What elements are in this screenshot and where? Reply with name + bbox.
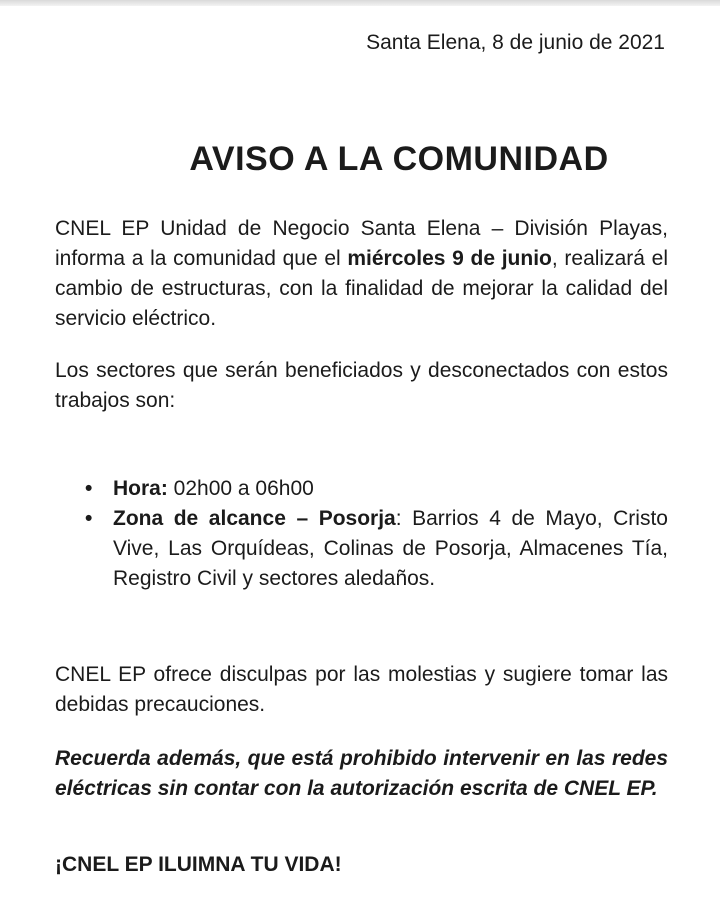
bullet-icon: •: [85, 507, 93, 530]
document-body: [0, 214, 720, 880]
apology-paragraph: CNEL EP ofrece disculpas por las molestias y sugiere tomar las debidas precauciones.: [55, 663, 668, 716]
bullet-icon: •: [85, 477, 93, 500]
bullet-list: [55, 474, 668, 594]
date-line: Santa Elena, 8 de junio de 2021: [366, 31, 665, 54]
slogan-line: ¡CNEL EP ILUIMNA TU VIDA!: [55, 853, 342, 876]
page-top-edge-strip: [0, 0, 720, 6]
warning-paragraph: Recuerda además, que está prohibido intervenir en las redes eléctricas sin contar con la autorización escrita de CNEL EP.: [55, 747, 668, 800]
sectors-paragraph: Los sectores que serán beneficiados y desconectados con estos trabajos son:: [55, 359, 668, 412]
list-item-zona: [85, 504, 668, 594]
list-item-hora-text: Hora: 02h00 a 06h00: [113, 477, 314, 500]
page-title: AVISO A LA COMUNIDAD: [189, 140, 609, 178]
list-item-hora: [85, 474, 668, 504]
list-item-zona-text: Zona de alcance – Posorja: Barrios 4 de Mayo, Cristo Vive, Las Orquídeas, Colinas de Posorja, Almacenes Tía, Registro Civil y sectores aledaños.: [113, 507, 668, 590]
intro-paragraph: CNEL EP Unidad de Negocio Santa Elena – División Playas, informa a la comunidad que el miércoles 9 de junio, realizará el cambio de estructuras, con la finalidad de mejorar la calidad del servicio eléctrico.: [55, 217, 668, 330]
